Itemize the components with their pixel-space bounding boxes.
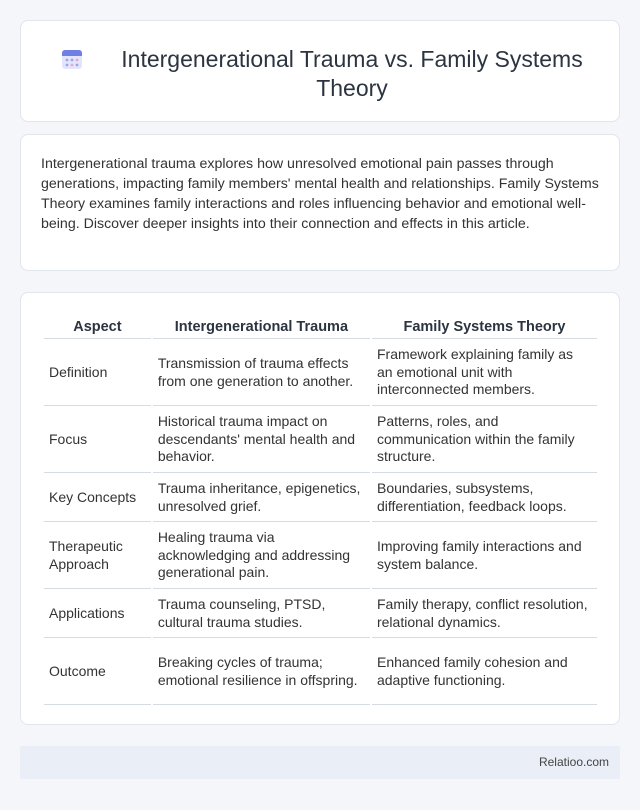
row-trauma-cell: Breaking cycles of trauma; emotional resilience in offspring. bbox=[153, 638, 370, 705]
row-aspect: Key Concepts bbox=[44, 473, 151, 522]
intro-text: Intergenerational trauma explores how unresolved emotional pain passes through generations, impacting family members' mental health and relationships. Family Systems Theory examines family interactions and roles influencing behavior and emotional well-being. Discover deeper insights into their connection and effects in this article. bbox=[41, 156, 599, 232]
header-intergenerational-trauma: Intergenerational Trauma bbox=[153, 313, 370, 339]
row-trauma-cell: Trauma inheritance, epigenetics, unresolved grief. bbox=[153, 473, 370, 522]
row-trauma-cell: Healing trauma via acknowledging and addressing generational pain. bbox=[153, 522, 370, 589]
row-systems-cell: Enhanced family cohesion and adaptive functioning. bbox=[372, 638, 597, 705]
row-aspect: Applications bbox=[44, 589, 151, 638]
row-trauma-cell: Trauma counseling, PTSD, cultural trauma studies. bbox=[153, 589, 370, 638]
row-aspect: Outcome bbox=[44, 638, 151, 705]
table-header-row bbox=[44, 313, 597, 339]
row-systems-cell: Family therapy, conflict resolution, relational dynamics. bbox=[372, 589, 597, 638]
table-row bbox=[44, 589, 597, 638]
table-row bbox=[44, 638, 597, 705]
row-aspect: Therapeutic Approach bbox=[44, 522, 151, 589]
row-trauma-cell: Historical trauma impact on descendants' mental health and behavior. bbox=[153, 406, 370, 473]
row-aspect: Definition bbox=[44, 339, 151, 406]
footer-bar bbox=[20, 746, 620, 779]
header-aspect: Aspect bbox=[44, 313, 151, 339]
comparison-card bbox=[20, 292, 620, 725]
row-systems-cell: Boundaries, subsystems, differentiation, feedback loops. bbox=[372, 473, 597, 522]
table-row bbox=[44, 406, 597, 473]
row-trauma-cell: Transmission of trauma effects from one generation to another. bbox=[153, 339, 370, 406]
table-row bbox=[44, 339, 597, 406]
row-aspect: Focus bbox=[44, 406, 151, 473]
page-title: Intergenerational Trauma vs. Family Systems Theory bbox=[121, 46, 583, 101]
intro-card bbox=[20, 134, 620, 271]
header-family-systems-theory: Family Systems Theory bbox=[372, 313, 597, 339]
row-systems-cell: Patterns, roles, and communication within the family structure. bbox=[372, 406, 597, 473]
row-systems-cell: Framework explaining family as an emotional unit with interconnected members. bbox=[372, 339, 597, 406]
table-row bbox=[44, 522, 597, 589]
row-systems-cell: Improving family interactions and system balance. bbox=[372, 522, 597, 589]
table-row bbox=[44, 473, 597, 522]
header-card bbox=[20, 20, 620, 122]
footer-site-name[interactable]: Relatioo.com bbox=[538, 755, 609, 769]
comparison-table bbox=[42, 313, 599, 705]
